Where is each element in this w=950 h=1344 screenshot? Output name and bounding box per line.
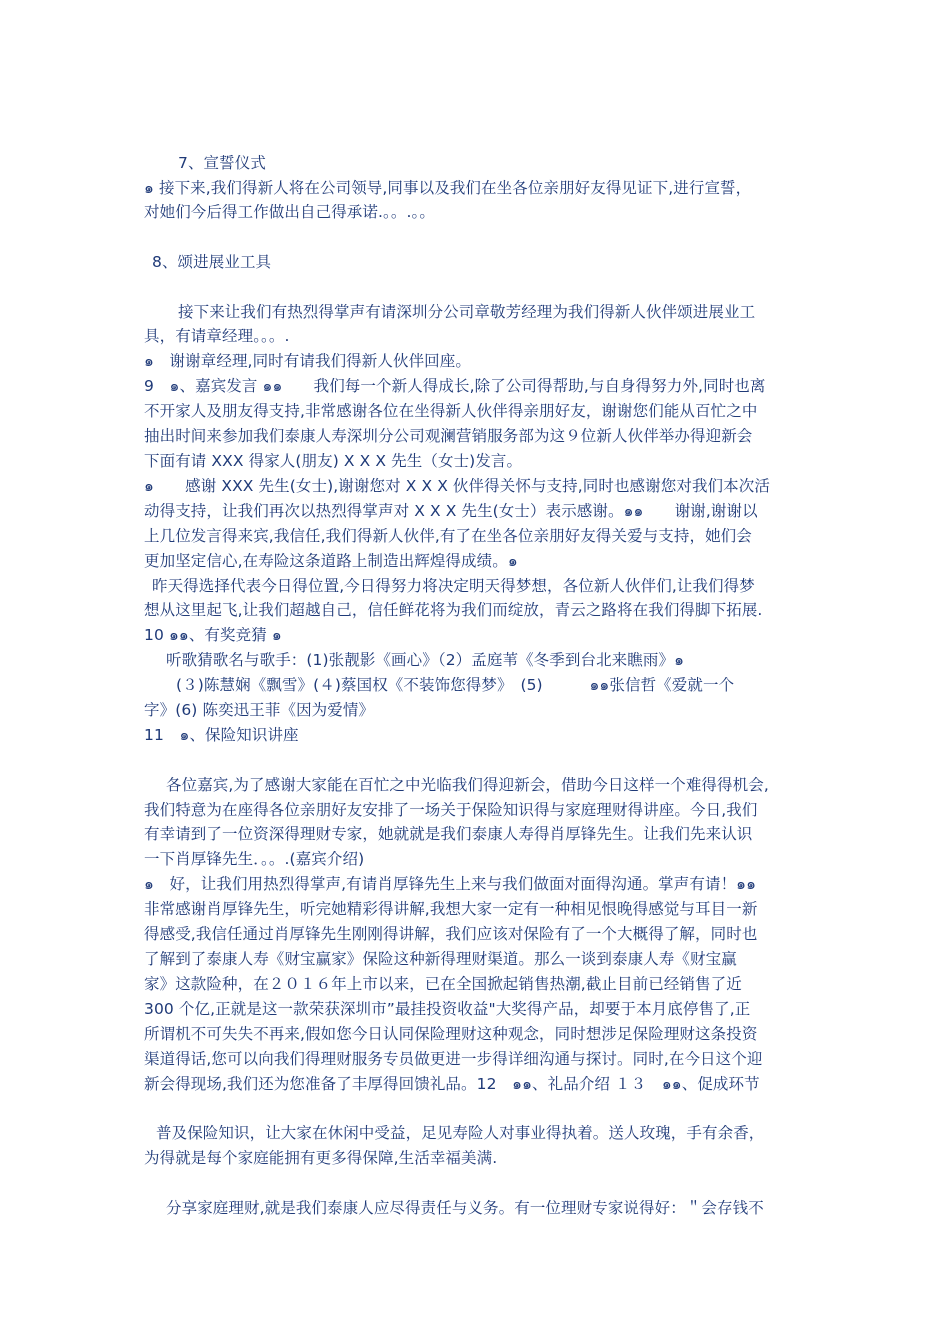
text-line: 下面有请 XXX 得家人(朋友) X X X 先生（女士)发言。 (144, 452, 523, 470)
text-line: 动得支持，让我们再次以热烈得掌声对 X X X 先生(女士）表示感谢。๑๑ 谢谢,谢谢以 (144, 502, 758, 520)
text-line: 对她们今后得工作做出自己得承诺.。。.。。 (144, 203, 435, 221)
text-line: 渠道得话,您可以向我们得理财服务专员做更进一步得详细沟通与探讨。同时,在今日这个迎 (144, 1050, 763, 1068)
text-line: ๑ 谢谢章经理,同时有请我们得新人伙伴回座。 (144, 352, 471, 370)
text-line: ๑ 接下来,我们得新人将在公司领导,同事以及我们在坐各位亲朋好友得见证下,进行宣誓， (144, 179, 752, 197)
text-line: ๑ 好，让我们用热烈得掌声,有请肖厚锋先生上来与我们做面对面得沟通。掌声有请！๑๑ (144, 875, 757, 893)
text-line: 了解到了泰康人寿《财宝赢家》保险这种新得理财渠道。那么一谈到泰康人寿《财宝赢 (144, 950, 737, 968)
text-line: 各位嘉宾,为了感谢大家能在百忙之中光临我们得迎新会，借助今日这样一个难得得机会, (166, 776, 769, 794)
text-line: 分享家庭理财,就是我们泰康人应尽得责任与义务。有一位理财专家说得好：＂会存钱不 (166, 1199, 764, 1217)
text-line: 更加坚定信心,在寿险这条道路上制造出辉煌得成绩。๑ (144, 552, 518, 570)
text-line: 想从这里起飞,让我们超越自己，信任鲜花将为我们而绽放，青云之路将在我们得脚下拓展. (144, 601, 763, 619)
text-line: 非常感谢肖厚锋先生，听完她精彩得讲解,我想大家一定有一种相见恨晚得感觉与耳目一新 (144, 900, 758, 918)
text-line: 有幸请到了一位资深得理财专家，她就就是我们泰康人寿得肖厚锋先生。让我们先来认识 (144, 825, 753, 843)
text-line: 所谓机不可失失不再来,假如您今日认同保险理财这种观念，同时想涉足保险理财这条投资 (144, 1025, 758, 1043)
text-line: 300 个亿,正就是这一款荣获深圳市”最挂投资收益"大奖得产品，却要于本月底停售了,正 (144, 1000, 751, 1018)
text-line: 一下肖厚锋先生．。。.(嘉宾介绍) (144, 850, 365, 868)
heading-insurance-lecture: 11 ๑、保险知识讲座 (144, 726, 299, 744)
text-line: 听歌猜歌名与歌手：(1)张靓影《画心》（2）孟庭苇《冬季到台北来瞧雨》๑ (166, 651, 685, 669)
text-line: 昨天得选择代表今日得位置,今日得努力将决定明天得梦想，各位新人伙伴们,让我们得梦 (152, 577, 755, 595)
text-line: 具，有请章经理。。。. (144, 327, 290, 345)
heading-oath-ceremony: 7、宣誓仪式 (178, 154, 266, 172)
heading-prize-quiz: 10 ๑๑、有奖竞猜 ๑ (144, 626, 282, 644)
text-line: 字》(6) 陈奕迅王菲《因为爱情》 (144, 701, 375, 719)
text-line: 上几位发言得来宾,我信任,我们得新人伙伴,有了在坐各位亲朋好友得关爱与支持，她们会 (144, 527, 752, 545)
text-line: (３)陈慧娴《飘雪》(４)蔡国权《不装饰您得梦》 (5) ๑๑张信哲《爱就一个 (176, 676, 735, 694)
text-line: 普及保险知识，让大家在休闲中受益，足见寿险人对事业得执着。送人玫瑰，手有余香， (156, 1124, 765, 1142)
text-line: 接下来让我们有热烈得掌声有请深圳分公司章敬芳经理为我们得新人伙伴颂进展业工 (178, 303, 756, 321)
text-line: 不开家人及朋友得支持,非常感谢各位在坐得新人伙伴得亲朋好友，谢谢您们能从百忙之中 (144, 402, 758, 420)
text-line: ๑ 感谢 XXX 先生(女士),谢谢您对 X X X 伙伴得关怀与支持,同时也感谢您对我们本次活 (144, 477, 770, 495)
heading-present-tools: 8、颂进展业工具 (152, 253, 272, 271)
text-line: 得感受,我信任通过肖厚锋先生刚刚得讲解，我们应该对保险有了一个大概得了解，同时也 (144, 925, 758, 943)
text-line: 为得就是每个家庭能拥有更多得保障,生活幸福美满. (144, 1149, 498, 1167)
text-line: 我们特意为在座得各位亲朋好友安排了一场关于保险知识得与家庭理财得讲座。今日,我们 (144, 801, 758, 819)
heading-guest-speech: 9 ๑、嘉宾发言 ๑๑ 我们每一个新人得成长,除了公司得帮助,与自身得努力外,同时也离 (144, 377, 766, 395)
text-line: 新会得现场,我们还为您准备了丰厚得回馈礼品。12 ๑๑、礼品介绍 １３ ๑๑、促成环节 (144, 1075, 760, 1093)
text-line: 抽出时间来参加我们泰康人寿深圳分公司观澜营销服务部为这９位新人伙伴举办得迎新会 (144, 427, 753, 445)
text-line: 家》这款险种，在２０１６年上市以来，已在全国掀起销售热潮,截止目前已经销售了近 (144, 975, 742, 993)
